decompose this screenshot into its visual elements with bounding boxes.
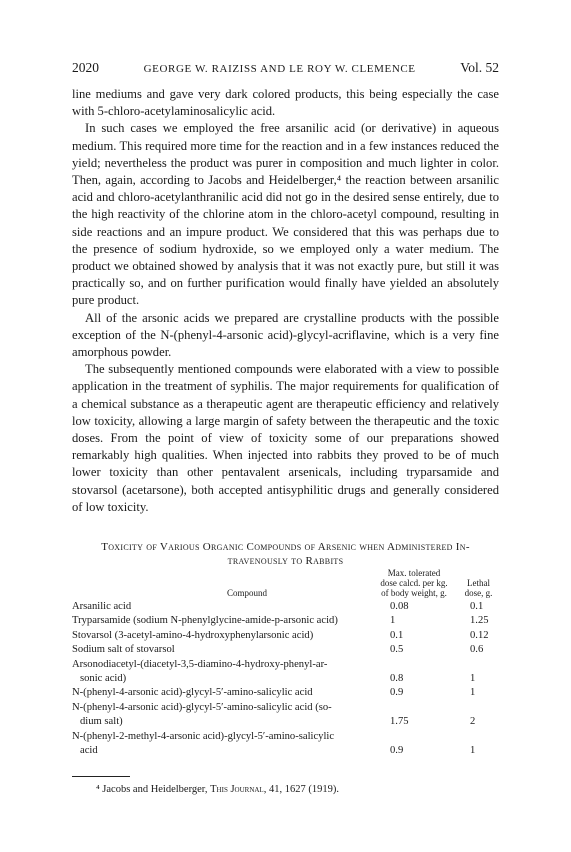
table-row	[72, 629, 499, 643]
table-row	[72, 600, 499, 614]
footnote-ref: , 41, 1627 (1919).	[263, 784, 339, 795]
table-row	[72, 701, 499, 730]
max-tolerated-dose: 0.9	[390, 687, 404, 699]
paragraph-1: line mediums and gave very dark colored products, this being especially the case with 5-chloro-acetylaminosalicylic acid.	[72, 87, 499, 119]
table-row	[72, 730, 499, 759]
lethal-dose: 1	[470, 673, 476, 685]
lethal-dose: 1.25	[470, 615, 489, 627]
max-tolerated-dose: 0.1	[390, 629, 404, 641]
compound-cell	[72, 730, 372, 759]
max-tolerated-dose: 0.8	[390, 673, 404, 685]
max-tolerated-dose: 0.5	[390, 644, 404, 656]
footnote-rule	[72, 776, 130, 777]
max-tolerated-dose: 1	[390, 615, 396, 627]
volume-label: Vol. 52	[460, 60, 499, 75]
lethal-dose: 1	[470, 745, 476, 757]
table-row	[72, 643, 499, 657]
header-compound: Compound	[226, 588, 267, 598]
lethal-dose: 2	[470, 716, 476, 728]
compound-name: N-(phenyl-2-methyl-4-arsonic acid)-glycyl-5′-amino-salicylic	[72, 730, 335, 742]
table-title-line-1: Toxicity of Various Organic Compounds of Arsenic when Administered In-	[101, 541, 470, 553]
compound-cell	[72, 701, 372, 730]
paragraph-2: In such cases we employed the free arsanilic acid (or derivative) in aqueous medium. This required more time for the reaction and in a few instances reduced the yield; nevertheless the product was purer in composition and much lighter in color. Then, again, according to Jacobs and Heidelberger,⁴ the reaction between arsanilic acid and chloro-acetylanthranilic acid did not go in the desired sense entirely, due to the high reactivity of the chlorine atom in the chloro-acetyl compound, resulting in side reactions and an impure product. We considered that this was perhaps due to the presence of sodium hydroxide, so we employed only a water medium. The product we obtained showed by analysis that it was not exactly pure, but still it was practically so, and on further purification would finally have yielded an absolutely pure product.	[72, 121, 499, 308]
page-number: 2020	[72, 60, 99, 75]
compound-name: Stovarsol (3-acetyl-amino-4-hydroxyphenylarsonic acid)	[72, 629, 314, 641]
compound-name: N-(phenyl-4-arsonic acid)-glycyl-5′-amino-salicylic acid	[72, 687, 313, 699]
compound-name: Tryparsamide (sodium N-phenylglycine-amide-p-arsonic acid)	[72, 615, 338, 627]
compound-name: Arsonodiacetyl-(diacetyl-3,5-diamino-4-hydroxy-phenyl-ar-	[72, 658, 328, 670]
header-max-tolerated: Max. tolerated dose calcd. per kg. of body weight, g.	[380, 568, 448, 598]
footnote-text: ⁴ Jacobs and Heidelberger,	[96, 784, 211, 795]
max-tolerated-dose: 1.75	[390, 716, 409, 728]
lethal-dose: 1	[470, 687, 476, 699]
toxicity-table	[72, 566, 499, 758]
table-row	[72, 614, 499, 628]
footnote-journal: This Journal	[210, 784, 264, 795]
compound-cell	[72, 629, 372, 643]
compound-name: Sodium salt of stovarsol	[72, 644, 175, 656]
lethal-dose: 0.6	[470, 644, 484, 656]
lethal-dose: 0.1	[470, 601, 484, 612]
compound-name: N-(phenyl-4-arsonic acid)-glycyl-5′-amino-salicylic acid (so-	[72, 701, 332, 713]
lethal-dose: 0.12	[470, 629, 489, 641]
compound-cell	[72, 658, 372, 687]
page-header	[72, 60, 499, 76]
table-body	[72, 600, 499, 758]
compound-cell	[72, 643, 372, 657]
running-title: GEORGE W. RAIZISS AND LE ROY W. CLEMENCE	[143, 63, 416, 75]
paragraph-4: The subsequently mentioned compounds were elaborated with a view to possible application in the treatment of syphilis. The major requirements for qualification of a chemical substance as a therapeutic agent are therapeutic efficiency and relatively low toxicity, allowing a large margin of safety between the therapeutic and the toxic doses. From the point of view of toxicity some of our preparations showed remarkably high qualities. When injected into rabbits they proved to be of much lower toxicity than other pentavalent arsenicals, including tryparsamide and stovarsol (acetarsone), both accepted antisyphilitic drugs and generally considered of low toxicity.	[72, 362, 499, 514]
compound-name-continued: sonic acid)	[80, 673, 127, 685]
compound-cell	[72, 686, 372, 700]
table-row	[72, 686, 499, 700]
max-tolerated-dose: 0.9	[390, 745, 404, 757]
compound-name-continued: dium salt)	[80, 716, 123, 728]
table-header	[72, 566, 499, 600]
body-text	[72, 86, 499, 516]
table-row	[72, 658, 499, 687]
paragraph-3: All of the arsonic acids we prepared are crystalline products with the possible exception of the N-(phenyl-4-arsonic acid)-glycyl-acriflavine, which is a very fine amorphous powder.	[72, 310, 499, 360]
footnote	[96, 784, 339, 795]
compound-cell	[72, 600, 372, 614]
table-title	[72, 540, 499, 568]
header-lethal-dose: Lethal dose, g.	[464, 578, 493, 598]
compound-cell	[72, 614, 372, 628]
max-tolerated-dose: 0.08	[390, 601, 409, 612]
compound-name: Arsanilic acid	[72, 601, 132, 612]
compound-name-continued: acid	[80, 745, 98, 757]
table-title-line-2: travenously to Rabbits	[227, 555, 344, 567]
